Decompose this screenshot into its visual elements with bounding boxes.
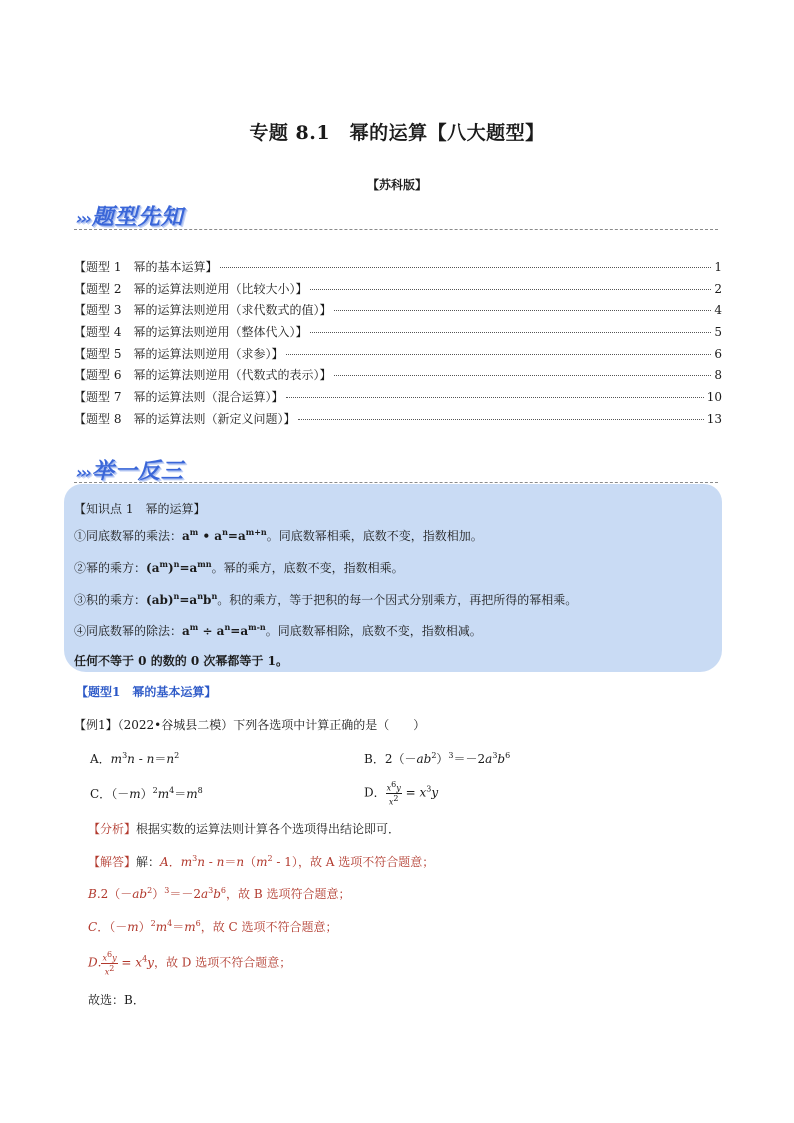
- toc-row[interactable]: [74, 345, 722, 367]
- toc-leader: [310, 289, 711, 290]
- option-a: A．$m^3n - n=n^2$: [90, 751, 180, 766]
- toc-page: 13: [706, 411, 722, 426]
- solution-line-c: C．$(-m)^2m^4=m^6$，故 C 选项不符合题意；: [88, 919, 338, 934]
- toc-row[interactable]: [74, 366, 722, 388]
- toc-label: 【题型 5 幂的运算法则逆用（求参）】: [74, 346, 284, 361]
- toc-label: 【题型 2 幂的运算法则逆用（比较大小）】: [74, 281, 308, 296]
- knowledge-rule-2: ②幂的乘方：$(a^m)^n=a^{mn}$。幂的乘方，底数不变，指数相乘。: [74, 559, 404, 575]
- toc-page: 1: [714, 260, 722, 274]
- conclusion-line: 故选：B．: [88, 993, 145, 1007]
- toc-label: 【题型 6 幂的运算法则逆用（代数式的表示）】: [74, 368, 332, 383]
- section-banner-preview: [76, 200, 184, 231]
- toc-label: 【题型 7 幂的运算法则（混合运算）】: [74, 390, 284, 405]
- toc-leader: [286, 354, 711, 355]
- knowledge-rule-4: ④同底数幂的除法：$a^m \div a^n=a^{m-n}$。同底数幂相除，底数不变，指数相减。: [74, 622, 482, 638]
- option-c: C．$(-m)^2m^4=m^8$: [90, 786, 203, 801]
- toc-page: 6: [714, 346, 722, 361]
- type-heading: 【题型1 幂的基本运算】: [76, 685, 217, 699]
- toc-row[interactable]: [74, 410, 722, 432]
- triple-chevron-icon: ›››: [76, 463, 90, 482]
- analysis-line: 【分析】根据实数的运算法则计算各个选项得出结论即可．: [88, 822, 401, 836]
- edition-label: 【苏科版】: [366, 178, 427, 192]
- toc-leader: [334, 310, 711, 311]
- knowledge-rule-1: ①同底数幂的乘法：$a^m$ • $a^n=a^{m+n}$。同底数幂相乘，底数不变，指数相加。: [74, 527, 483, 543]
- table-of-contents: [74, 258, 722, 432]
- toc-leader: [286, 397, 703, 398]
- toc-page: 4: [714, 303, 722, 318]
- section-banner-text: 题型先知: [91, 205, 184, 230]
- toc-leader: [310, 332, 711, 333]
- toc-leader: [220, 267, 711, 268]
- option-d: D． $\frac{x^6y}{x^2}$ = $x^3y$: [364, 780, 439, 807]
- section-banner-text: 举一反三: [91, 459, 184, 484]
- toc-label: 【题型 3 幂的运算法则逆用（求代数式的值）】: [74, 303, 332, 318]
- toc-label: 【题型 4 幂的运算法则逆用（整体代入）】: [74, 325, 308, 340]
- page-title: 专题 8.1 幂的运算【八大题型】: [249, 122, 545, 144]
- section-banner-practice: [76, 454, 184, 485]
- solution-line-a: 【解答】解：A．$m^3n - n=n(m^2 - 1)$，故 A 选项不符合题意；: [88, 854, 435, 869]
- knowledge-rule-5: 任何不等于 0 的数的 0 次幂都等于 1。: [74, 654, 288, 668]
- toc-label: 【题型 1 幂的基本运算】: [74, 260, 218, 274]
- option-b: B．$2(-ab^2)^3=-2a^3b^6$: [364, 751, 511, 766]
- divider: [74, 482, 718, 483]
- solution-line-b: $B.2(-ab^2)^3=-2a^3b^6$，故 B 选项符合题意；: [88, 886, 351, 901]
- toc-row[interactable]: [74, 280, 722, 302]
- toc-page: 5: [714, 325, 722, 340]
- toc-leader: [298, 419, 703, 420]
- toc-row[interactable]: [74, 258, 722, 280]
- triple-chevron-icon: ›››: [76, 209, 90, 228]
- toc-row[interactable]: [74, 323, 722, 345]
- toc-page: 2: [714, 281, 722, 296]
- toc-row[interactable]: [74, 388, 722, 410]
- toc-label: 【题型 8 幂的运算法则（新定义问题）】: [74, 411, 296, 426]
- solution-line-d: D. $\frac{x^6y}{x^2}$ = $x^4y$，故 D 选项不符合题意；: [88, 950, 292, 977]
- toc-page: 10: [706, 390, 722, 405]
- example-question: 【例1】（2022•谷城县二模）下列各选项中计算正确的是（ ）: [74, 718, 426, 732]
- divider: [74, 229, 718, 230]
- knowledge-rule-3: ③积的乘方：$(ab)^n=a^nb^n$。积的乘方，等于把积的每一个因式分别乘方，再把所得的幂相乘。: [74, 591, 578, 607]
- knowledge-heading: 【知识点 1 幂的运算】: [74, 502, 206, 516]
- toc-leader: [334, 375, 711, 376]
- toc-row[interactable]: [74, 301, 722, 323]
- toc-page: 8: [714, 368, 722, 383]
